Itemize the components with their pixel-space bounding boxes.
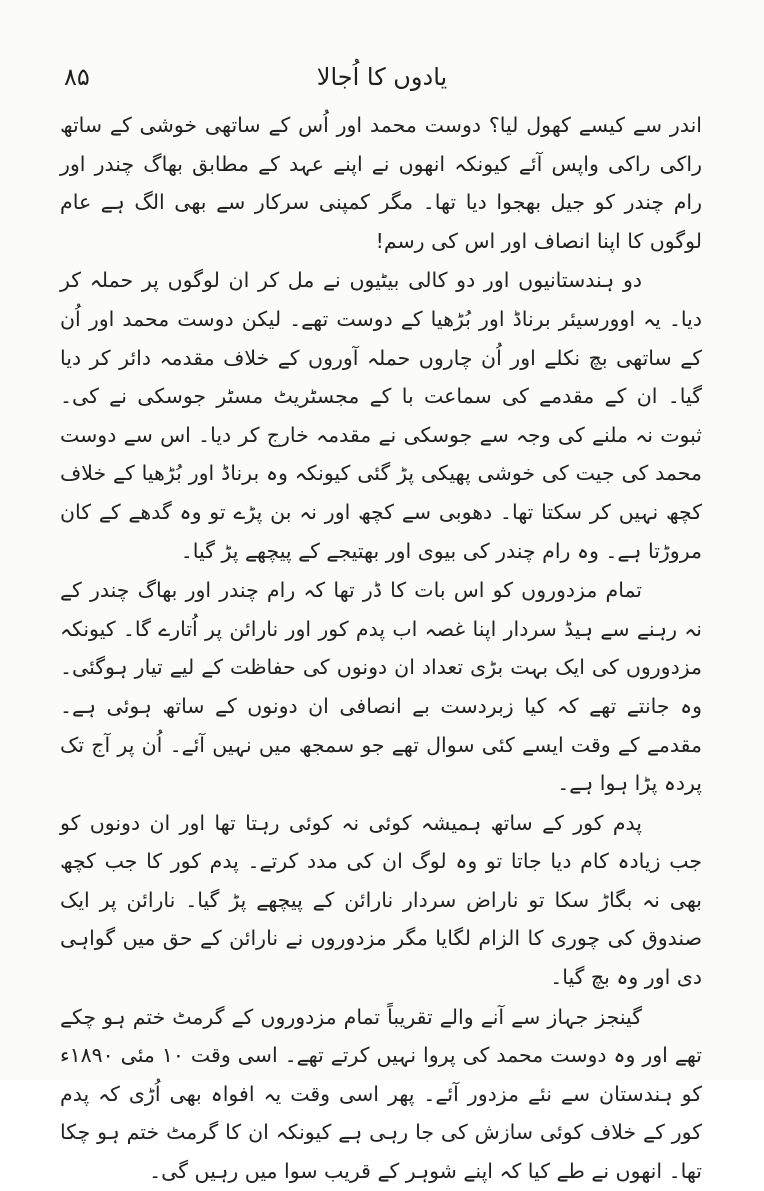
page-header	[40, 58, 724, 98]
paragraph-5: گینجز جہاز سے آنے والے تقریباً تمام مزدوروں کے گرمٹ ختم ہو چکے تھے اور وہ دوست محمد کی پروا نہیں کرتے تھے۔ اسی وقت ۱۰ مئی ۱۸۹۰ء کو ہندستان سے نئے مزدور آئے۔ پھر اسی وقت یہ افواہ بھی اُڑی کہ پدم کور کے خلاف کوئی سازش کی جا رہی ہے کیونکہ ان کا گرمٹ ختم ہو چکا تھا۔ انھوں نے طے کیا کہ اپنے شوہر کے قریب سوا میں رہیں گی۔	[60, 1004, 702, 1184]
paragraph-4: پدم کور کے ساتھ ہمیشہ کوئی نہ کوئی رہتا تھا اور ان دونوں کو جب زیادہ کام دیا جاتا تو وہ لوگ ان کی مدد کرتے۔ پدم کور کا جب کچھ بھی نہ بگاڑ سکا تو ناراض سردار نارائن کے پیچھے پڑ گیا۔ نارائن پر ایک صندوق کی چوری کا الزام لگایا مگر مزدوروں نے نارائن کے حق میں گواہی دی اور وہ بچ گیا۔	[60, 810, 702, 990]
running-title: یادوں کا اُجالا	[316, 63, 448, 91]
page-number: ۸۵	[64, 63, 90, 91]
paragraph-2: دو ہندستانیوں اور دو کالی بیٹیوں نے مل کر ان لوگوں پر حملہ کر دیا۔ یہ اوورسیئر برناڈ اور بُڑھیا کے دوست تھے۔ لیکن دوست محمد اور اُن کے ساتھی بچ نکلے اور اُن چاروں حملہ آوروں کے خلاف مقدمہ دائر کر دیا گیا۔ ان کے مقدمے کی سماعت با کے مجسٹریٹ مسٹر جوسکی نے کی۔ ثبوت نہ ملنے کی وجہ سے جوسکی نے مقدمہ خارج کر دیا۔ اس سے دوست محمد کی جیت کی خوشی پھیکی پڑ گئی کیونکہ وہ برناڈ اور بُڑھیا کے خلاف کچھ نہیں کر سکتا تھا۔ دھوبی سے کچھ اور نہ بن پڑے تو وہ گدھے کے کان مروڑتا ہے۔ وہ رام چندر کی بیوی اور بھتیجے کے پیچھے پڑ گیا۔	[60, 268, 702, 563]
paragraph-1: اندر سے کیسے کھول لیا؟ دوست محمد اور اُس کے ساتھی خوشی کے ساتھ راکی راکی واپس آئے کیونکہ انھوں نے اپنے عہد کے مطابق بھاگ چندر اور رام چندر کو جیل بھجوا دیا تھا۔ مگر کمپنی سرکار سے بھی الگ ہے عام لوگوں کا اپنا انصاف اور اس کی رسم!	[60, 113, 702, 253]
paragraph-3: تمام مزدوروں کو اس بات کا ڈر تھا کہ رام چندر اور بھاگ چندر کے نہ رہنے سے ہیڈ سردار اپنا غصہ اب پدم کور اور نارائن پر اُتارے گا۔ کیونکہ مزدوروں کی ایک بہت بڑی تعداد ان دونوں کی حفاظت کے لیے تیار ہوگئی۔ وہ جانتے تھے کہ کیا زبردست بے انصافی ان دونوں کے ساتھ ہوئی ہے۔ مقدمے کے وقت ایسے کئی سوال تھے جو سمجھ میں نہیں آئے۔ اُن پر آج تک پردہ پڑا ہوا ہے۔	[60, 578, 702, 796]
body-text	[60, 106, 702, 1191]
